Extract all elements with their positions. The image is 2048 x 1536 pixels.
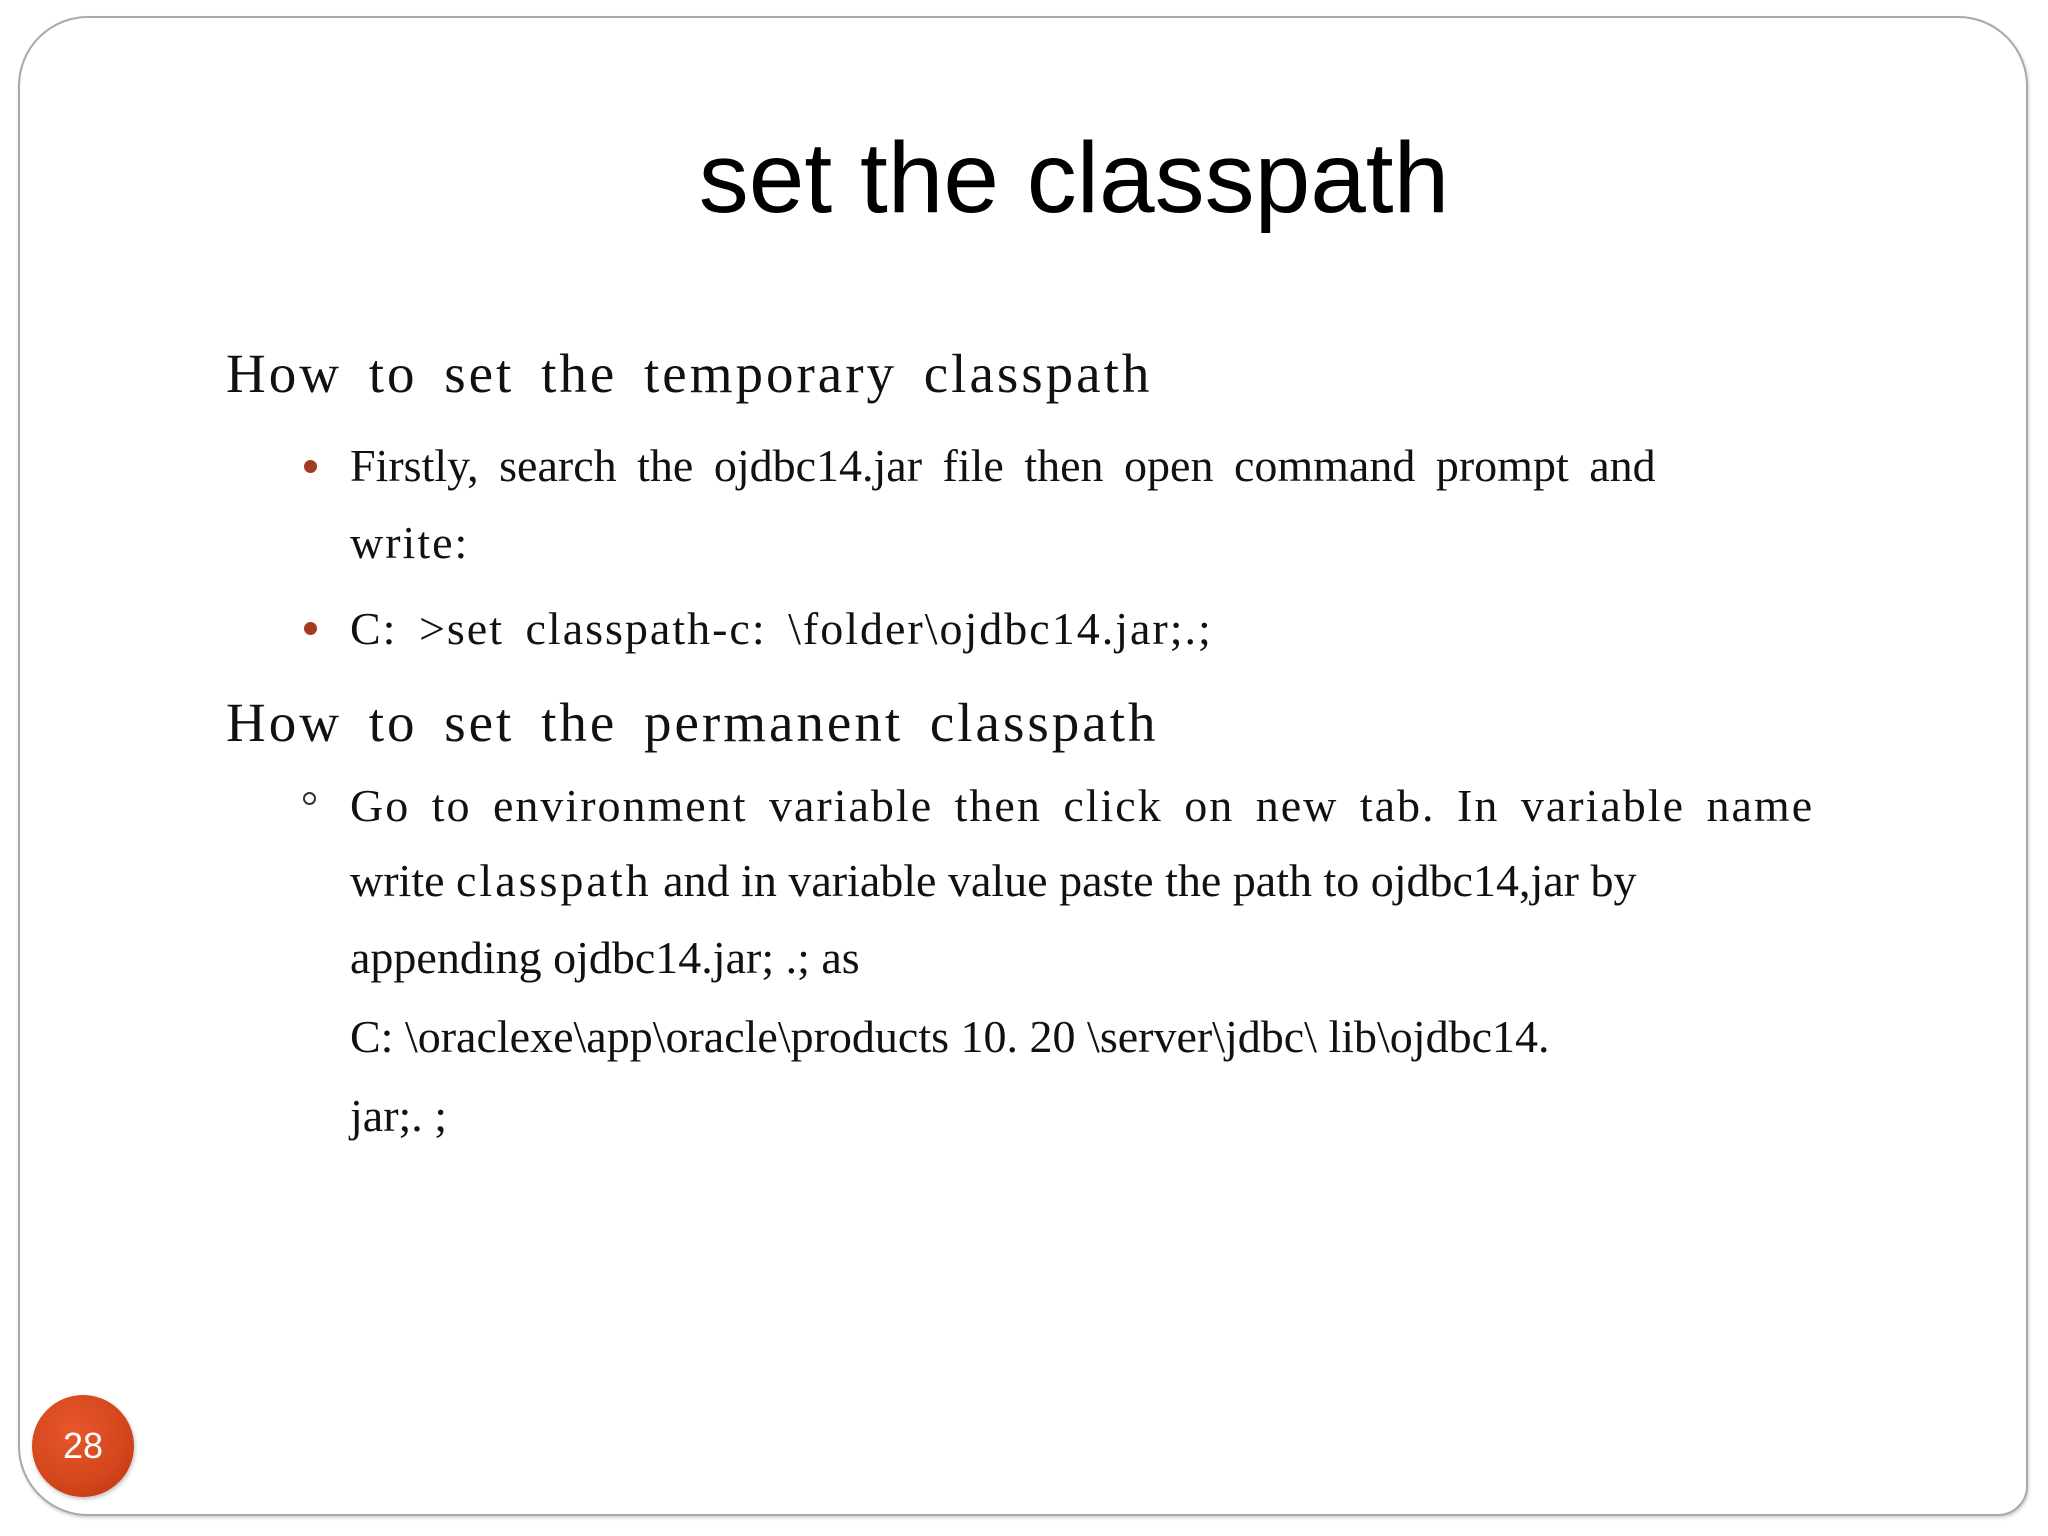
permanent-text-line-2-c: and in variable value paste the path to ojdbc14,jar by — [651, 855, 1637, 906]
permanent-text-line-2 — [350, 852, 1637, 910]
permanent-text-line-2-a: write — [350, 855, 457, 906]
slide-title: set the classpath — [698, 122, 1450, 234]
heading-permanent-classpath: How to set the permanent classpath — [226, 692, 1159, 753]
page-number-badge: 28 — [32, 1395, 134, 1497]
bullet-dot-icon — [304, 622, 317, 635]
bullet-text-set-command: C: >set classpath-c: \folder\ojdbc14.jar;.; — [350, 603, 1213, 654]
bullet-text-line-2: write: — [350, 517, 470, 568]
permanent-text-line-5: jar;. ; — [350, 1090, 448, 1141]
bullet-ring-icon — [303, 792, 316, 805]
permanent-text-line-1: Go to environment variable then click on new tab. In variable name — [350, 780, 1815, 831]
bullet-text-line-1: Firstly, search the ojdbc14.jar file then open command prompt and — [350, 440, 1656, 491]
permanent-text-line-4: C: \oraclexe\app\oracle\products 10. 20 \server\jdbc\ lib\ojdbc14. — [350, 1011, 1550, 1062]
bullet-dot-icon — [304, 460, 317, 473]
slide-frame — [18, 16, 2028, 1516]
heading-temporary-classpath: How to set the temporary classpath — [226, 343, 1153, 404]
permanent-text-line-3: appending ojdbc14.jar; .; as — [350, 932, 860, 983]
classpath-word: classpath — [456, 855, 652, 906]
